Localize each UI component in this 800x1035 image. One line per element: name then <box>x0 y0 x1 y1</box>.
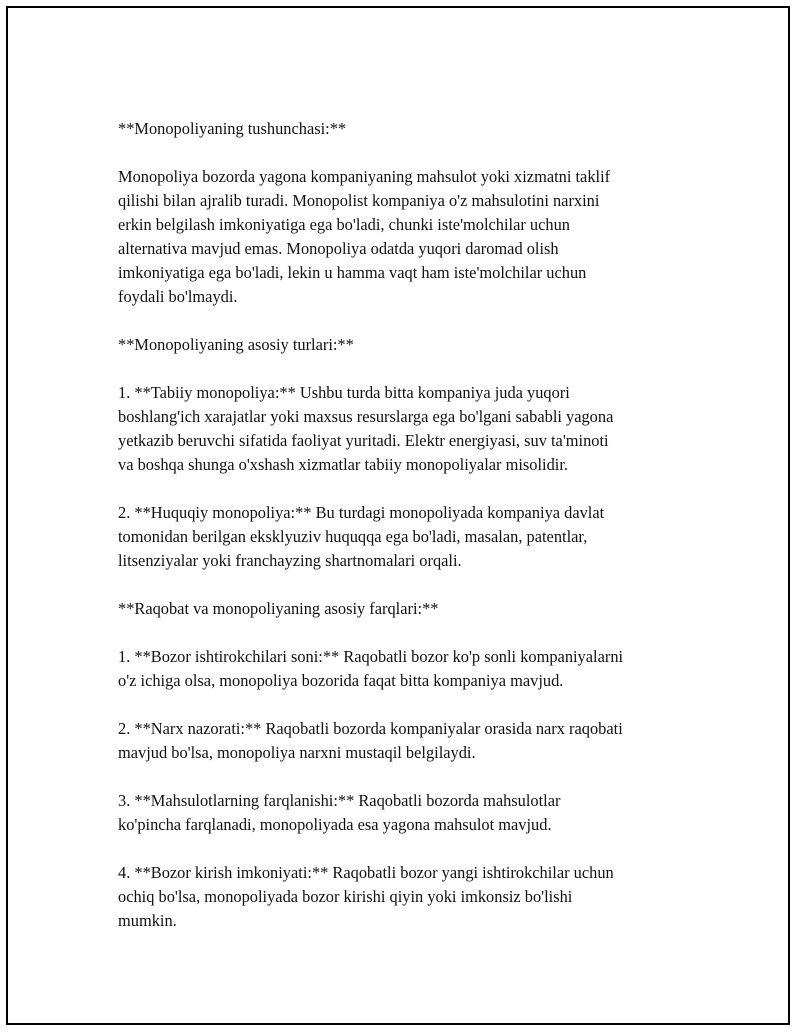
text-line: o'z ichiga olsa, monopoliya bozorida faqat bitta kompaniya mavjud. <box>118 671 564 690</box>
heading-differences <box>118 597 718 621</box>
text-line: boshlang'ich xarajatlar yoki maxsus resurslarga ega bo'lgani sababli yagona <box>118 407 614 426</box>
text-line: ochiq bo'lsa, monopoliyada bozor kirishi qiyin yoki imkonsiz bo'lishi <box>118 887 573 906</box>
text-line: imkoniyatiga ega bo'ladi, lekin u hamma vaqt ham iste'molchilar uchun <box>118 263 587 282</box>
text-line: 2. **Narx nazorati:** Raqobatli bozorda kompaniyalar orasida narx raqobati <box>118 719 623 738</box>
text-line: mavjud bo'lsa, monopoliya narxni mustaqil belgilaydi. <box>118 743 476 762</box>
text-line: ko'pincha farqlanadi, monopoliyada esa yagona mahsulot mavjud. <box>118 815 552 834</box>
text-line: alternativa mavjud emas. Monopoliya odatda yuqori daromad olish <box>118 239 559 258</box>
list-item-market-participants <box>118 645 718 693</box>
text-line: tomonidan berilgan eksklyuziv huquqqa ega bo'ladi, masalan, patentlar, <box>118 527 588 546</box>
text-line: 3. **Mahsulotlarning farqlanishi:** Raqobatli bozorda mahsulotlar <box>118 791 561 810</box>
text-line: yetkazib beruvchi sifatida faoliyat yuritadi. Elektr energiyasi, suv ta'minoti <box>118 431 609 450</box>
text-line: Monopoliya bozorda yagona kompaniyaning mahsulot yoki xizmatni taklif <box>118 167 611 186</box>
text-line: **Monopoliyaning asosiy turlari:** <box>118 335 354 354</box>
list-item-market-entry <box>118 861 718 933</box>
text-line: **Raqobat va monopoliyaning asosiy farqlari:** <box>118 599 439 618</box>
text-line: 2. **Huquqiy monopoliya:** Bu turdagi monopoliyada kompaniya davlat <box>118 503 605 522</box>
text-line: 4. **Bozor kirish imkoniyati:** Raqobatli bozor yangi ishtirokchilar uchun <box>118 863 614 882</box>
text-line: **Monopoliyaning tushunchasi:** <box>118 119 347 138</box>
text-line: 1. **Tabiiy monopoliya:** Ushbu turda bitta kompaniya juda yuqori <box>118 383 570 402</box>
heading-concept <box>118 117 718 141</box>
list-item-natural-monopoly <box>118 381 718 477</box>
list-item-price-control <box>118 717 718 765</box>
list-item-product-differentiation <box>118 789 718 837</box>
text-line: mumkin. <box>118 911 177 930</box>
document-body <box>118 117 718 933</box>
text-line: qilishi bilan ajralib turadi. Monopolist kompaniya o'z mahsulotini narxini <box>118 191 600 210</box>
list-item-legal-monopoly <box>118 501 718 573</box>
text-line: 1. **Bozor ishtirokchilari soni:** Raqobatli bozor ko'p sonli kompaniyalarni <box>118 647 624 666</box>
text-line: litsenziyalar yoki franchayzing shartnomalari orqali. <box>118 551 462 570</box>
text-line: foydali bo'lmaydi. <box>118 287 238 306</box>
text-line: va boshqa shunga o'xshash xizmatlar tabiiy monopoliyalar misolidir. <box>118 455 568 474</box>
concept-paragraph <box>118 165 718 309</box>
heading-types <box>118 333 718 357</box>
text-line: erkin belgilash imkoniyatiga ega bo'ladi, chunki iste'molchilar uchun <box>118 215 570 234</box>
